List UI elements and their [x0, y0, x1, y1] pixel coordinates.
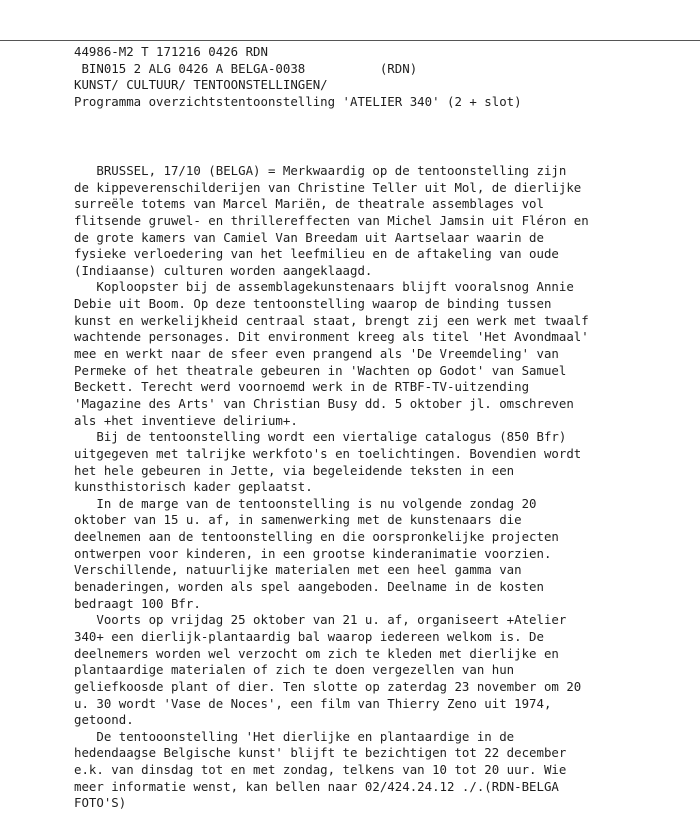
text-line: FOTO'S)	[74, 795, 127, 811]
text-line: bedraagt 100 Bfr.	[74, 595, 201, 611]
text-line: In de marge van de tentoonstelling is nu volgende zondag 20	[74, 495, 537, 511]
text-line: kunsthistorisch kader geplaatst.	[74, 479, 313, 495]
text-line: e.k. van dinsdag tot en met zondag, telkens van 10 tot 20 uur. Wie	[74, 762, 567, 778]
article-body	[74, 163, 589, 812]
text-line: de grote kamers van Camiel Van Breedam uit Aartselaar waarin de	[74, 229, 544, 245]
header-line-category: KUNST/ CULTUUR/ TENTOONSTELLINGEN/	[74, 77, 328, 93]
paragraph-1	[74, 163, 589, 279]
text-line: Debie uit Boom. Op deze tentoonstelling waarop de binding tussen	[74, 296, 552, 312]
text-line: 'Magazine des Arts' van Christian Busy dd. 5 oktober jl. omschreven	[74, 395, 574, 411]
text-line: BRUSSEL, 17/10 (BELGA) = Merkwaardig op de tentoonstelling zijn	[74, 163, 567, 178]
text-line: Beckett. Terecht werd voornoemd werk in de RTBF-TV-uitzending	[74, 379, 530, 395]
paragraph-4	[74, 496, 589, 612]
text-line: u. 30 wordt 'Vase de Noces', een film van Thierry Zeno uit 1974,	[74, 695, 552, 711]
text-line: hedendaagse Belgische kunst' blijft te bezichtigen tot 22 december	[74, 745, 567, 761]
header-line-routing: 44986-M2 T 171216 0426 RDN	[74, 44, 268, 59]
text-line: Voorts op vrijdag 25 oktober van 21 u. af, organiseert +Atelier	[74, 612, 567, 628]
header-line-title: Programma overzichtstentoonstelling 'ATELIER 340' (2 + slot)	[74, 93, 522, 109]
paragraph-6	[74, 729, 589, 812]
text-line: meer informatie wenst, kan bellen naar 02/424.24.12 ./.(RDN-BELGA	[74, 778, 559, 794]
text-line: (Indiaanse) culturen worden aangeklaagd.	[74, 262, 373, 278]
text-line: de kippeverenschilderijen van Christine Teller uit Mol, de dierlijke	[74, 179, 582, 195]
text-line: kunst en werkelijkheid centraal staat, brengt zij een werk met twaalf	[74, 312, 589, 328]
text-line: ontwerpen voor kinderen, in een grootse kinderanimatie voorzien.	[74, 545, 552, 561]
text-line: Verschillende, natuurlijke materialen met een heel gamma van	[74, 562, 522, 578]
text-line: fysieke verloedering van het leefmilieu en de aftakeling van oude	[74, 246, 559, 262]
text-line: mee en werkt naar de sfeer even prangend als 'De Vreemdeling' van	[74, 346, 559, 362]
paragraph-2	[74, 279, 589, 429]
paragraph-5	[74, 612, 589, 728]
text-line: deelnemers worden wel verzocht om zich te kleden met dierlijke en	[74, 645, 559, 661]
text-line: De tentooonstelling 'Het dierlijke en plantaardige in de	[74, 728, 515, 744]
paragraph-3	[74, 429, 589, 496]
top-rule	[0, 40, 700, 41]
text-line: wachtende personages. Dit environment kreeg als titel 'Het Avondmaal'	[74, 329, 589, 345]
text-line: het hele gebeuren in Jette, via begeleidende teksten in een	[74, 462, 515, 478]
text-line: getoond.	[74, 712, 134, 728]
text-line: benaderingen, worden als spel aangeboden. Deelname in de kosten	[74, 579, 544, 595]
header-line-wire: BIN015 2 ALG 0426 A BELGA-0038 (RDN)	[74, 60, 418, 76]
text-line: uitgegeven met talrijke werkfoto's en toelichtingen. Bovendien wordt	[74, 445, 582, 461]
text-line: 340+ een dierlijk-plantaardig bal waarop iedereen welkom is. De	[74, 628, 544, 644]
text-line: flitsende gruwel- en thrillereffecten van Michel Jamsin uit Fléron en	[74, 212, 589, 228]
telex-header	[74, 44, 522, 110]
text-line: plantaardige materialen of zich te doen vergezellen van hun	[74, 662, 515, 678]
text-line: Permeke of het theatrale gebeuren in 'Wachten op Godot' van Samuel	[74, 362, 567, 378]
text-line: geliefkoosde plant of dier. Ten slotte op zaterdag 23 november om 20	[74, 678, 582, 694]
text-line: Koploopster bij de assemblagekunstenaars blijft vooralsnog Annie	[74, 279, 574, 295]
text-line: deelnemen aan de tentoonstelling en die oorspronkelijke projecten	[74, 529, 559, 545]
text-line: Bij de tentoonstelling wordt een viertalige catalogus (850 Bfr)	[74, 429, 567, 445]
text-line: surreële totems van Marcel Mariën, de theatrale assemblages vol	[74, 196, 544, 212]
text-line: oktober van 15 u. af, in samenwerking met de kunstenaars die	[74, 512, 522, 528]
text-line: als +het inventieve delirium+.	[74, 412, 298, 428]
